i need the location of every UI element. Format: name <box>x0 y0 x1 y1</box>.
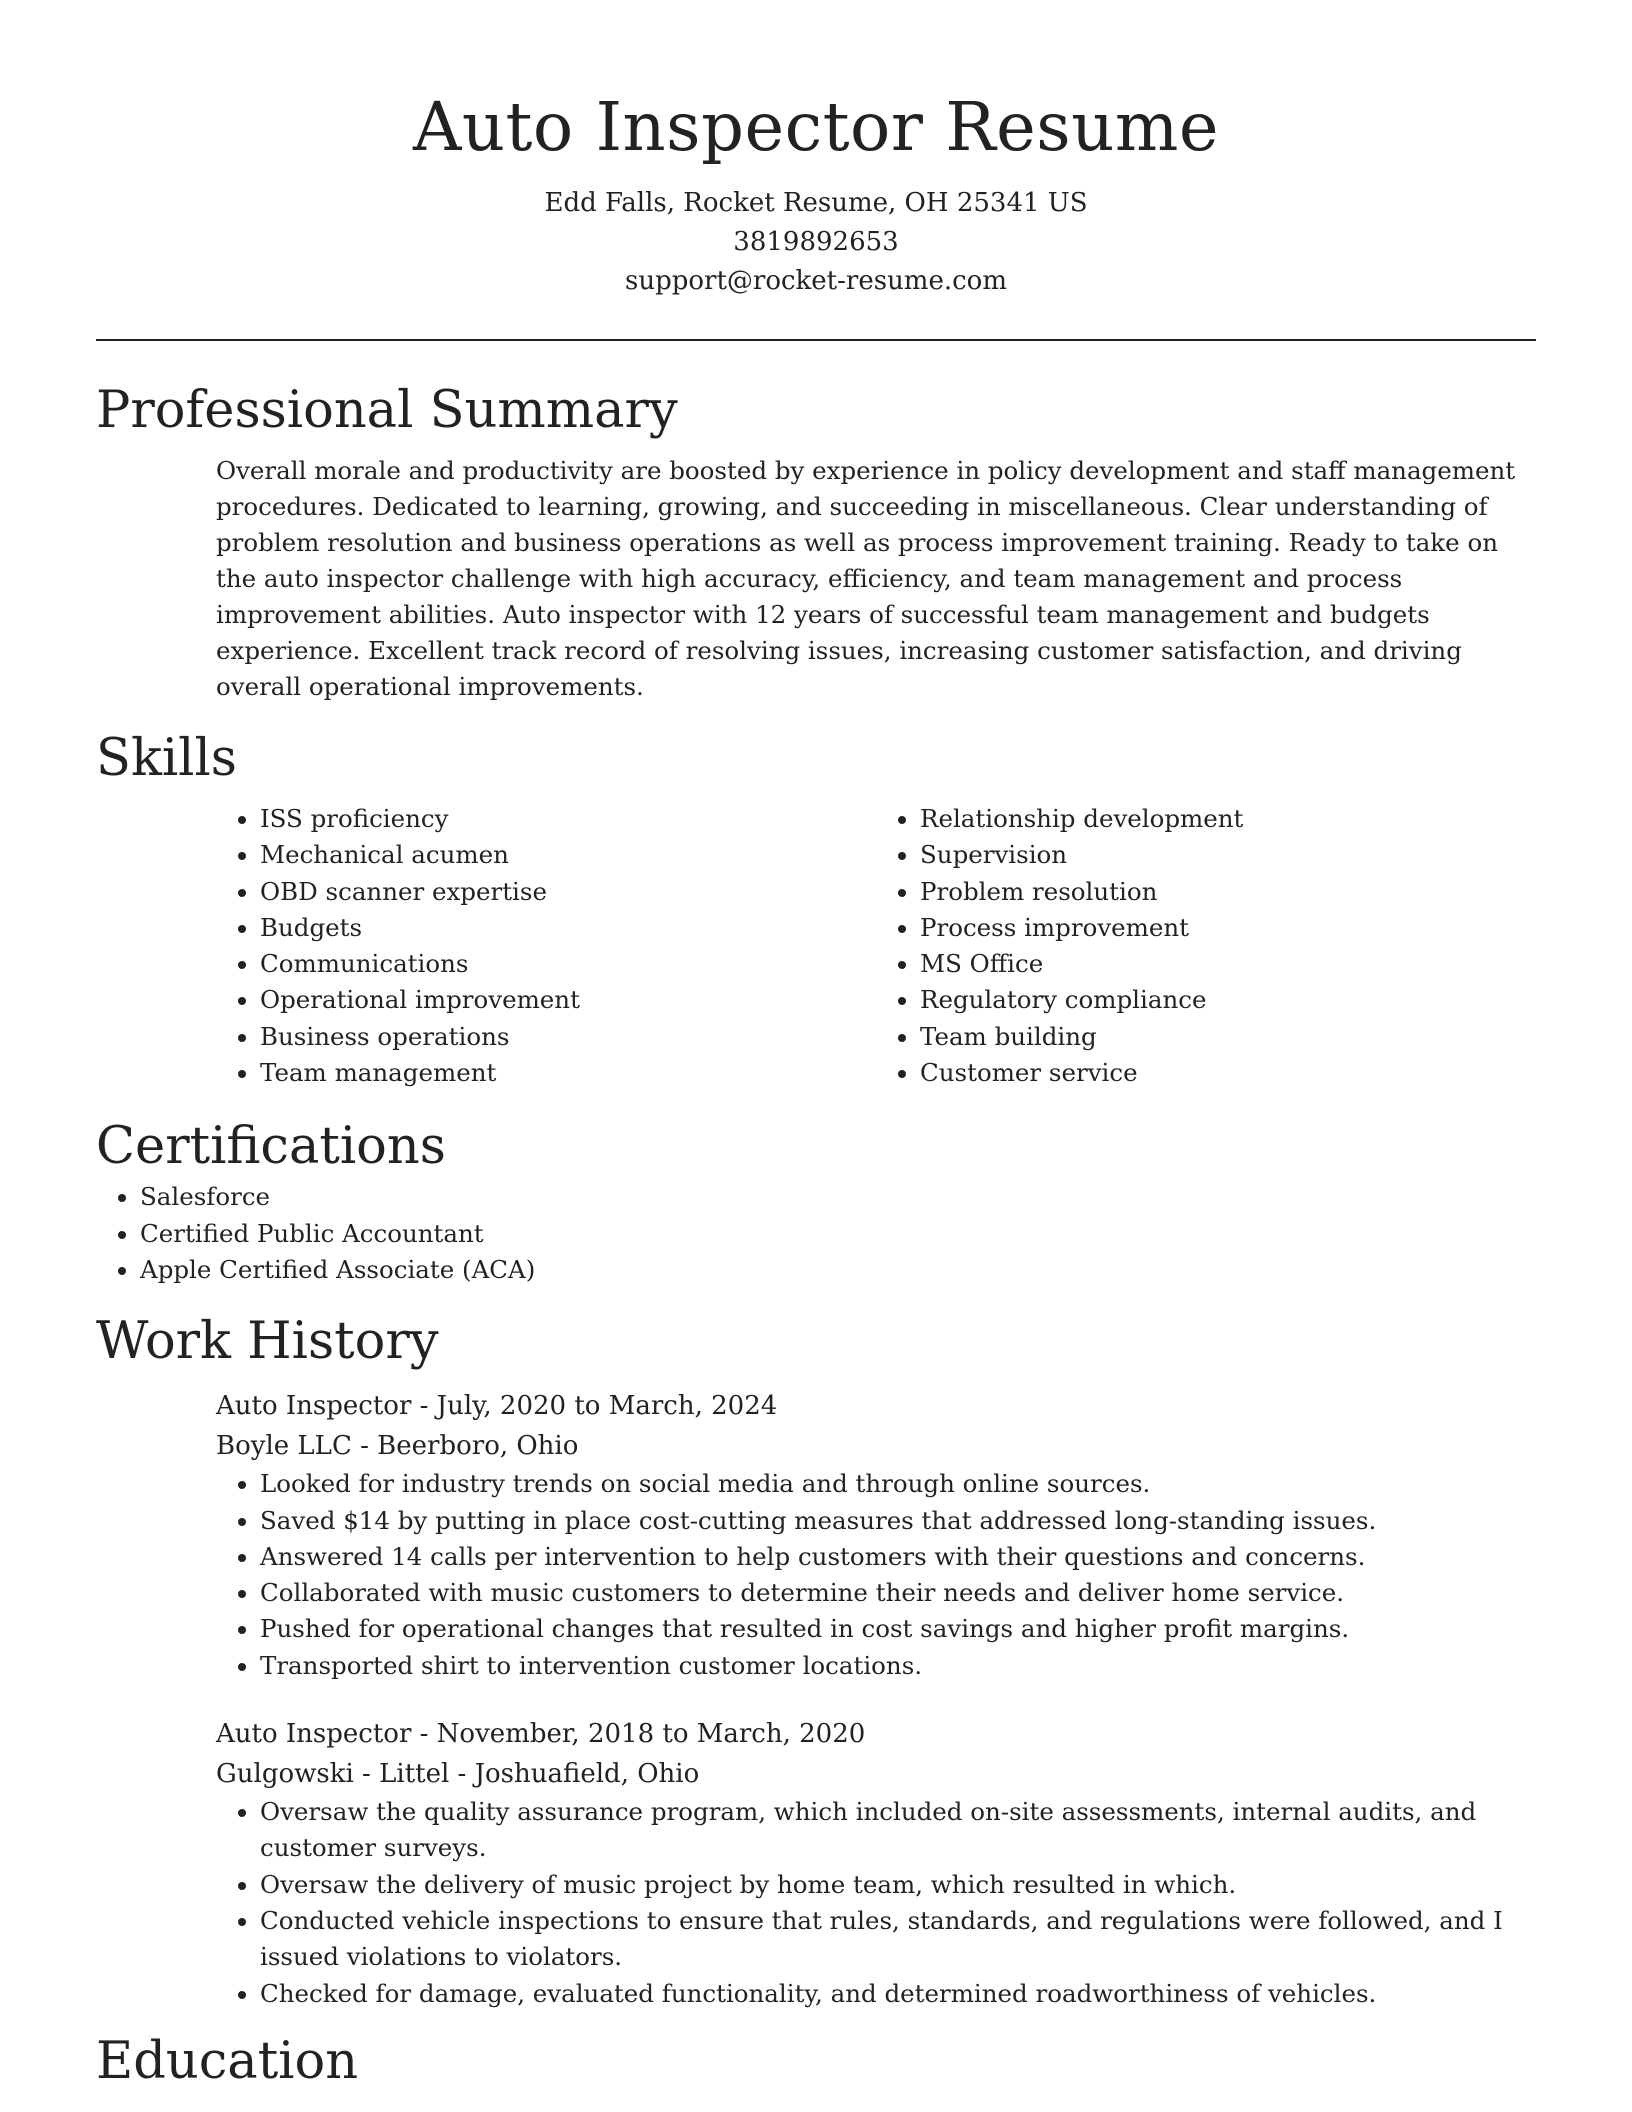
skill-item: • OBD scanner expertise <box>260 874 876 910</box>
job-company-location: Gulgowski - Littel - Joshuafield, Ohio <box>216 1759 700 1790</box>
summary-text: Overall morale and productivity are boosted by experience in policy development and staff management procedures. Dedicated to learning, growing, and succeeding in miscellaneous. Clear understanding of problem resolution and business operations as well as process improvement training. Ready to take on the auto inspector challenge with high accuracy, efficiency, and team management and process improvement abilities. Auto inspector with 12 years of successful team management and budgets experience. Excellent track record of resolving issues, increasing customer satisfaction, and driving overall operational improvements. <box>216 456 1516 701</box>
certification-item: • Salesforce <box>140 1179 1536 1215</box>
job-duty-item: • Pushed for operational changes that resulted in cost savings and higher profit margins. <box>260 1611 1536 1647</box>
certification-item: • Certified Public Accountant <box>140 1216 1536 1252</box>
job-title-dates: Auto Inspector - November, 2018 to March, 2020 <box>216 1719 866 1750</box>
skill-item: • Business operations <box>260 1019 876 1055</box>
job-duty-item: • Transported shirt to intervention customer locations. <box>260 1648 1536 1684</box>
job-company-location: Boyle LLC - Beerboro, Ohio <box>216 1431 579 1462</box>
section-heading-summary: Professional Summary <box>96 381 678 440</box>
skills-section <box>96 727 1536 1091</box>
skill-item: • Regulatory compliance <box>920 982 1536 1018</box>
job-duty-item: • Conducted vehicle inspections to ensure that rules, standards, and regulations were followed, and I issued violations to violators. <box>260 1903 1536 1976</box>
certifications-list <box>96 1179 1536 1288</box>
skill-item: • Supervision <box>920 837 1536 873</box>
skill-item: • MS Office <box>920 946 1536 982</box>
section-heading-education: Education <box>96 2031 359 2091</box>
section-heading-certifications: Certifications <box>96 1117 446 1177</box>
contact-phone: 3819892653 <box>733 227 899 257</box>
education-section <box>96 2030 1536 2094</box>
skill-item: • Process improvement <box>920 910 1536 946</box>
professional-summary-section <box>96 379 1536 705</box>
skill-item: • Relationship development <box>920 801 1536 837</box>
skill-item: • ISS proficiency <box>260 801 876 837</box>
certification-item: • Apple Certified Associate (ACA) <box>140 1252 1536 1288</box>
contact-address: Edd Falls, Rocket Resume, OH 25341 US <box>544 188 1088 218</box>
header-divider <box>96 339 1536 341</box>
skill-item: • Team management <box>260 1055 876 1091</box>
skill-item: • Budgets <box>260 910 876 946</box>
certifications-section <box>96 1115 1536 1288</box>
job-title-dates: Auto Inspector - July, 2020 to March, 2024 <box>216 1391 778 1422</box>
skill-item: • Team building <box>920 1019 1536 1055</box>
resume-title: Auto Inspector Resume <box>412 88 1220 166</box>
job-duties-list <box>216 1466 1536 1684</box>
skill-item: • Communications <box>260 946 876 982</box>
section-heading-skills: Skills <box>96 729 237 788</box>
work-history-section <box>96 1310 1536 2012</box>
job-entry <box>216 1714 1536 2012</box>
section-heading-work-history: Work History <box>96 1312 439 1372</box>
job-duty-item: • Looked for industry trends on social media and through online sources. <box>260 1466 1536 1502</box>
resume-page <box>96 0 1536 2094</box>
job-entry <box>216 1386 1536 1684</box>
job-duty-item: • Collaborated with music customers to determine their needs and deliver home service. <box>260 1575 1536 1611</box>
skill-item: • Problem resolution <box>920 874 1536 910</box>
job-duty-item: • Saved $14 by putting in place cost-cutting measures that addressed long-standing issues. <box>260 1503 1536 1539</box>
skills-list-left <box>216 801 876 1091</box>
job-duty-item: • Oversaw the delivery of music project by home team, which resulted in which. <box>260 1867 1536 1903</box>
contact-info <box>96 184 1536 301</box>
skill-item: • Mechanical acumen <box>260 837 876 873</box>
skills-columns <box>216 801 1536 1091</box>
contact-email: support@rocket-resume.com <box>624 266 1007 296</box>
skill-item: • Customer service <box>920 1055 1536 1091</box>
job-duty-item: • Oversaw the quality assurance program, which included on-site assessments, internal audits, and customer surveys. <box>260 1794 1536 1867</box>
job-duties-list <box>216 1794 1536 2012</box>
job-duty-item: • Checked for damage, evaluated functionality, and determined roadworthiness of vehicles. <box>260 1976 1536 2012</box>
skills-list-right <box>876 801 1536 1091</box>
resume-header <box>96 0 1536 301</box>
job-duty-item: • Answered 14 calls per intervention to help customers with their questions and concerns. <box>260 1539 1536 1575</box>
skill-item: • Operational improvement <box>260 982 876 1018</box>
